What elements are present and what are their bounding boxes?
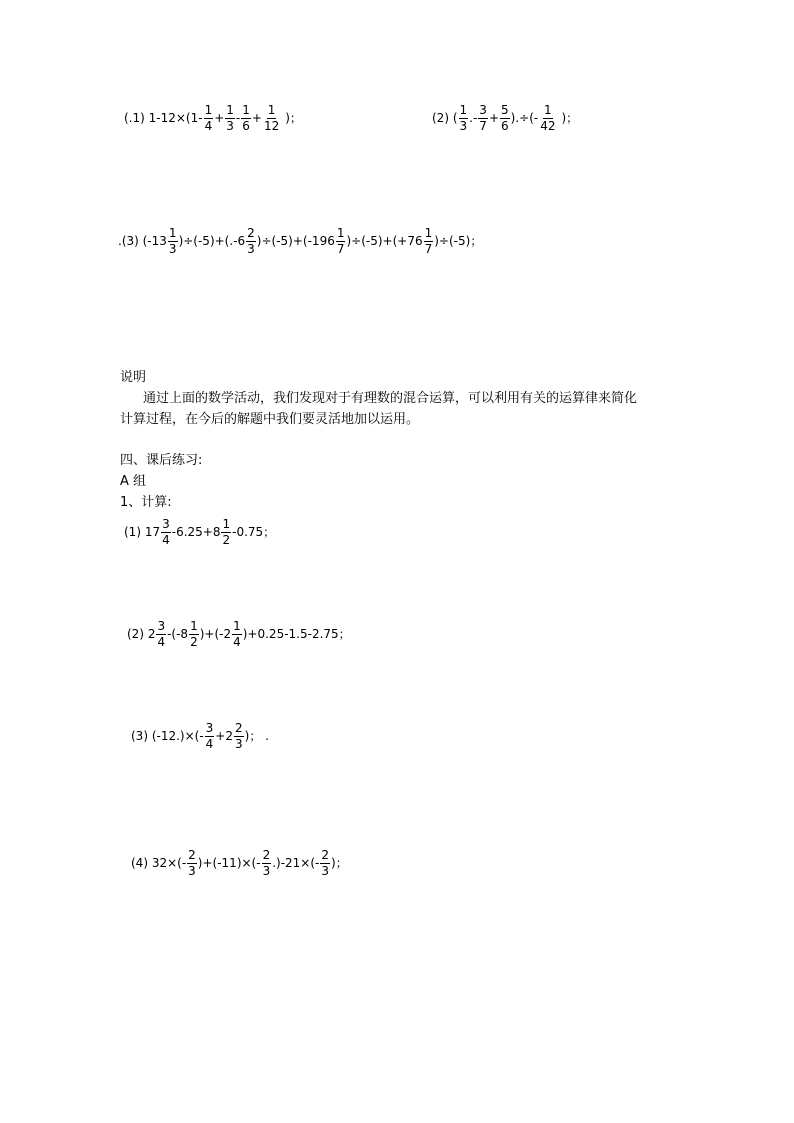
denominator: 4	[205, 736, 214, 751]
fraction	[263, 104, 280, 132]
operator: +	[488, 111, 499, 126]
expression-text: )+(-11)×(-	[197, 856, 261, 871]
fraction	[500, 104, 510, 132]
fraction	[232, 620, 242, 648]
fraction	[336, 227, 346, 255]
numerator: 3	[479, 103, 487, 117]
fraction	[161, 518, 171, 546]
operator: +	[214, 111, 225, 126]
denominator: 7	[424, 241, 433, 256]
expression-text: )+(-2	[199, 627, 232, 642]
numerator: 1	[190, 619, 198, 633]
section-title: 四、课后练习:	[120, 453, 203, 468]
expression-text: (4) 32×(-	[131, 856, 187, 871]
numerator: 2	[262, 848, 271, 862]
numerator: 2	[247, 226, 255, 240]
note-heading: 说明	[120, 370, 147, 385]
exercise-1-label: (.1) 1-12×(1-	[124, 111, 203, 126]
denominator: 6	[501, 118, 509, 133]
operator: ).÷(-	[510, 111, 539, 126]
fraction	[241, 104, 251, 132]
operator: .-	[469, 111, 478, 126]
fraction	[225, 104, 235, 132]
practice-3	[131, 722, 269, 750]
expression-text: )；	[331, 856, 348, 871]
numerator: 3	[205, 721, 214, 735]
group-label: A 组	[120, 474, 147, 489]
denominator: 2	[190, 634, 198, 649]
denominator: 3	[247, 241, 255, 256]
expression-text: )÷(-5)+(+76	[346, 234, 423, 249]
denominator: 7	[336, 241, 345, 256]
numerator: 2	[321, 848, 330, 862]
denominator: 6	[242, 118, 250, 133]
fraction	[246, 227, 256, 255]
exercise-3	[118, 227, 482, 255]
denominator: 2	[222, 532, 231, 547]
fraction	[205, 722, 215, 750]
fraction	[168, 227, 178, 255]
numerator: 1	[267, 103, 276, 117]
denominator: 3	[188, 863, 196, 878]
expression-text: +2	[215, 729, 233, 744]
numerator: 3	[157, 619, 166, 633]
fraction	[478, 104, 488, 132]
fraction	[189, 620, 199, 648]
fraction	[204, 104, 214, 132]
exercise-1	[124, 104, 302, 132]
fraction	[156, 620, 166, 648]
numerator: 1	[424, 226, 433, 240]
fraction	[221, 518, 231, 546]
denominator: 3	[262, 863, 271, 878]
numerator: 1	[204, 103, 213, 117]
expression-text: .)-21×(-	[272, 856, 320, 871]
denominator: 42	[540, 118, 556, 133]
denominator: 3	[321, 863, 330, 878]
denominator: 3	[226, 118, 234, 133]
numerator: 1	[226, 103, 234, 117]
denominator: 7	[479, 118, 487, 133]
closing-text: )；	[561, 111, 579, 126]
expression-text: -6.25+8	[171, 525, 221, 540]
exercise-2-label: (2) (	[432, 111, 458, 126]
numerator: 1	[459, 103, 468, 117]
fraction	[320, 849, 330, 877]
closing-text: )；	[285, 111, 302, 126]
numerator: 2	[235, 721, 243, 735]
note-line-2: 计算过程，在今后的解题中我们要灵活地加以运用。	[120, 412, 420, 427]
exercise-2	[432, 104, 578, 132]
expression-text: )÷(-5)；	[434, 234, 483, 249]
expression-text: -(-8	[167, 627, 189, 642]
denominator: 4	[233, 634, 241, 649]
numerator: 1	[222, 517, 231, 531]
fraction	[424, 227, 434, 255]
fraction	[234, 722, 244, 750]
operator: -	[235, 111, 241, 126]
denominator: 3	[459, 118, 468, 133]
numerator: 1	[242, 103, 250, 117]
denominator: 3	[235, 736, 243, 751]
expression-text: )÷(-5)+(-196	[256, 234, 335, 249]
expression-text: (2) 2	[127, 627, 156, 642]
expression-text: )÷(-5)+(.-6	[178, 234, 246, 249]
fraction	[262, 849, 272, 877]
numerator: 5	[501, 103, 509, 117]
fraction	[539, 104, 556, 132]
numerator: 3	[162, 517, 170, 531]
fraction	[459, 104, 469, 132]
practice-2	[127, 620, 351, 648]
operator: +	[251, 111, 262, 126]
numerator: 1	[233, 619, 241, 633]
note-line-1: 通过上面的数学活动，我们发现对于有理数的混合运算，可以利用有关的运算律来简化	[143, 391, 638, 406]
expression-text: -0.75；	[232, 525, 276, 540]
numerator: 1	[544, 103, 552, 117]
fraction	[187, 849, 197, 877]
expression-text: (1) 17	[124, 525, 161, 540]
practice-1	[124, 518, 275, 546]
practice-4	[131, 849, 348, 877]
denominator: 3	[168, 241, 177, 256]
expression-text: (3) (-12.)×(-	[131, 729, 204, 744]
denominator: 4	[162, 532, 170, 547]
numerator: 1	[168, 226, 177, 240]
item-label: 1、计算:	[120, 495, 172, 510]
expression-text: .(3) (-13	[118, 234, 167, 249]
expression-text: )+0.25-1.5-2.75；	[242, 627, 351, 642]
numerator: 1	[336, 226, 345, 240]
denominator: 12	[263, 118, 280, 133]
denominator: 4	[204, 118, 213, 133]
numerator: 2	[188, 848, 196, 862]
expression-text: )； .	[244, 729, 269, 744]
denominator: 4	[157, 634, 166, 649]
